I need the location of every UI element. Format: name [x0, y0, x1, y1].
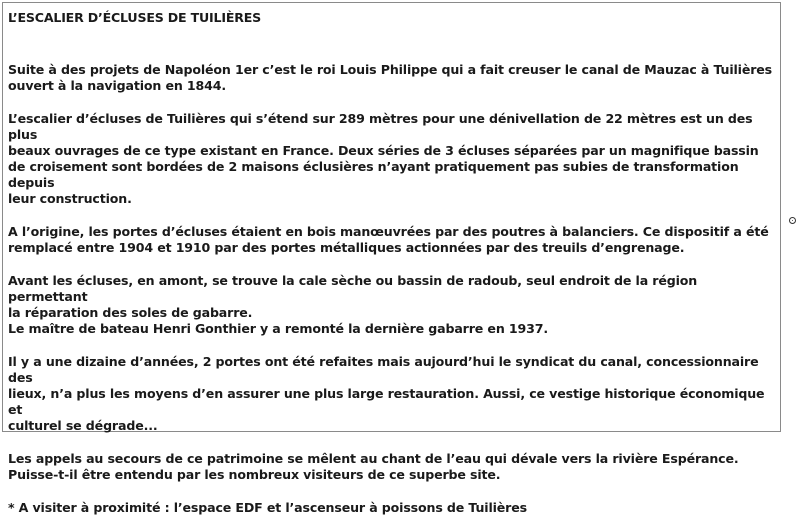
- paragraph-origin: A l’origine, les portes d’écluses étaient en bois manœuvrées par des poutres à balanciers. Ce dispositif a été remplacé entre 1904 et 1910 par des portes métalliques actionnées par des treuils d’engrenage.: [8, 224, 769, 255]
- paragraph-history: Suite à des projets de Napoléon 1er c’est le roi Louis Philippe qui a fait creuser le canal de Mauzac à Tuilières ouvert à la navigation en 1844.: [8, 62, 773, 93]
- scroll-handle-icon[interactable]: [789, 217, 796, 224]
- paragraph-restoration: Il y a une dizaine d’années, 2 portes ont été refaites mais aujourd’hui le syndicat du canal, concessionnaire des lieux, n’a plus les moyens d’en assurer une plus large restauration. Aussi, ce vestige historique économique et culturel se dégrade...: [8, 354, 765, 433]
- paragraph-dry-dock: Avant les écluses, en amont, se trouve la cale sèche ou bassin de radoub, seul endroit de la région permettant la réparation des soles de gabarre. Le maître de bateau Henri Gonthier y a remonté la dernière gabarre en 1937.: [8, 273, 698, 336]
- document-content: [8, 10, 776, 516]
- paragraph-description: L’escalier d’écluses de Tuilières qui s’étend sur 289 mètres pour une dénivellation de 22 mètres est un des plus beaux ouvrages de ce type existant en France. Deux séries de 3 écluses séparées par un magnifique bassin de croisement sont bordées de 2 maisons éclusières n’ayant pratiquement pas subies de transformation depuis leur construction.: [8, 111, 759, 206]
- footnote-nearby: * A visiter à proximité : l’espace EDF et l’ascenseur à poissons de Tuilières: [8, 500, 527, 515]
- document-title: L’ESCALIER D’ÉCLUSES DE TUILIÈRES: [8, 10, 262, 25]
- paragraph-appeal: Les appels au secours de ce patrimoine se mêlent au chant de l’eau qui dévale vers la rivière Espérance. Puisse-t-il être entendu par les nombreux visiteurs de ce superbe site.: [8, 451, 739, 482]
